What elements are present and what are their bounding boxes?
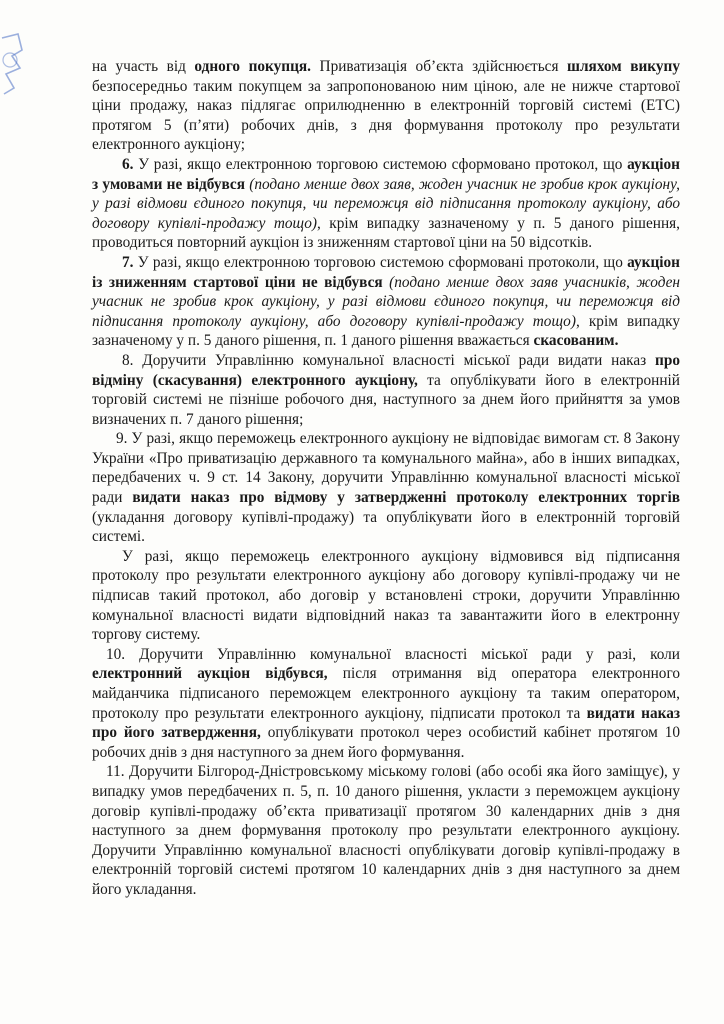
text-run: видати наказ про його затвердження, [92,704,681,742]
text-run: Приватизація об’єкта здійснюється [311,58,568,75]
text-run: , крім випадку зазначеному у п. 5 даного рішення, п. 1 даного рішення вважається [92,312,681,350]
paragraph-item-9 [92,429,680,547]
text-run: У разі, якщо електронною торговою системою сформовано протокол, що [133,155,628,173]
text-run: одного покупця. [194,58,312,75]
paragraph-item-9-refusal [92,547,680,645]
text-run: 7. [122,253,134,271]
text-run: (укладання договору купівлі-продажу) та опублікувати його в електронній торговій системі. [92,508,680,546]
text-run: шляхом викупу [567,58,680,75]
text-run: 6. [122,155,134,173]
text-run: (подано менше двох заяв, жоден учасник не зробив крок аукціону, у разі відмови єдиного покупця, чи переможця від підписання протоколу аукціону, або договору купівлі-продажу тощо) [92,175,680,232]
paragraph-item-10 [92,645,680,763]
paragraph-item-7 [92,253,680,351]
text-run: скасованим. [533,332,619,350]
document-body [92,57,680,900]
text-run: 9. У разі, якщо переможець електронного аукціону не відповідає вимогам ст. 8 Закону України «Про приватизацію державного та комунального майна», або в інших випадках, передбачених ч. 9 ст. 14 Закону, доручити Управлінню комунальної власності міської ради [92,430,680,507]
text-run: У разі, якщо переможець електронного аукціону відмовився від підписання протоколу про результати електронного аукціону або договору купівлі-продажу чи не підписав такий протокол, або договір у встановлені строки, доручити Управлінню комунальної власності видати відповідний наказ та завантажити його в електронну торгову систему. [92,547,680,644]
text-run: після отримання від оператора електронного майданчика підписаного переможцем електронного аукціону та таким оператором, протоколу про результати електронного аукціону, підписати протокол та [92,665,680,722]
text-run: та опублікувати його в електронній торговій системі не пізніше робочого дня, наступного за днем його прийняття за умов визначених п. 7 даного рішення; [92,371,680,428]
text-run: 8. Доручити Управлінню комунальної власності міської ради видати наказ [122,351,656,369]
text-run: (подано менше двох заяв учасників, жоден учасник не зробив крок аукціону, у разі відмови єдиного покупця, чи переможця від підписання протоколу аукціону, або договору купівлі-продажу тощо) [92,273,680,330]
paragraph-continuation [92,57,680,155]
text-run: 11. Доручити Білгород-Дністровському міському голові (або особі яка його заміщує), у випадку умов передбачених п. 5, п. 10 даного рішення, укласти з переможцем аукціону договір купівлі-продажу об’єкта приватизації протягом 30 календарних днів з дня наступного за днем формування протоколу про результати електронного аукціону. Доручити Управлінню комунальної власності опублікувати договір купівлі-продажу в електронній торговій системі протягом 10 календарних днів з дня наступного за днем його укладання. [92,763,680,898]
text-run: електронний аукціон відбувся, [92,665,328,683]
text-run: аукціон із зниженням стартової ціни не відбувся [92,253,680,291]
stamp-mark [0,30,26,100]
text-run: про відміну (скасування) електронного аукціону, [92,351,680,389]
text-run: видати наказ про відмову у затвердженні протоколу електронних торгів [132,489,681,507]
text-run: опублікувати протокол через особистий кабінет протягом 10 робочих днів з дня наступного за днем його формування. [92,724,680,761]
text-run: У разі, якщо електронною торговою системою сформовані протоколи, що [133,253,628,271]
text-run: на участь від [92,58,195,75]
text-run: безпосередньо таким покупцем за запропонованою ним ціною, але не нижче стартової ціни продажу, наказ підлягає оприлюдненню в електронній торговій системі (ЕТС) протягом 5 (п’яти) робочих днів, з дня формування протоколу про результати електронного аукціону; [92,77,680,154]
paragraph-item-6 [92,155,680,253]
paragraph-item-11 [92,762,680,899]
text-run: аукціон з умовами не відбувся [92,155,680,193]
text-run: , крім випадку зазначеному у п. 5 даного рішення, проводиться повторний аукціон із зниженням стартової ціни на 50 відсотків. [92,214,680,252]
paragraph-item-8 [92,351,680,429]
text-run: 10. Доручити Управлінню комунальної власності міської ради у разі, коли [106,645,680,663]
